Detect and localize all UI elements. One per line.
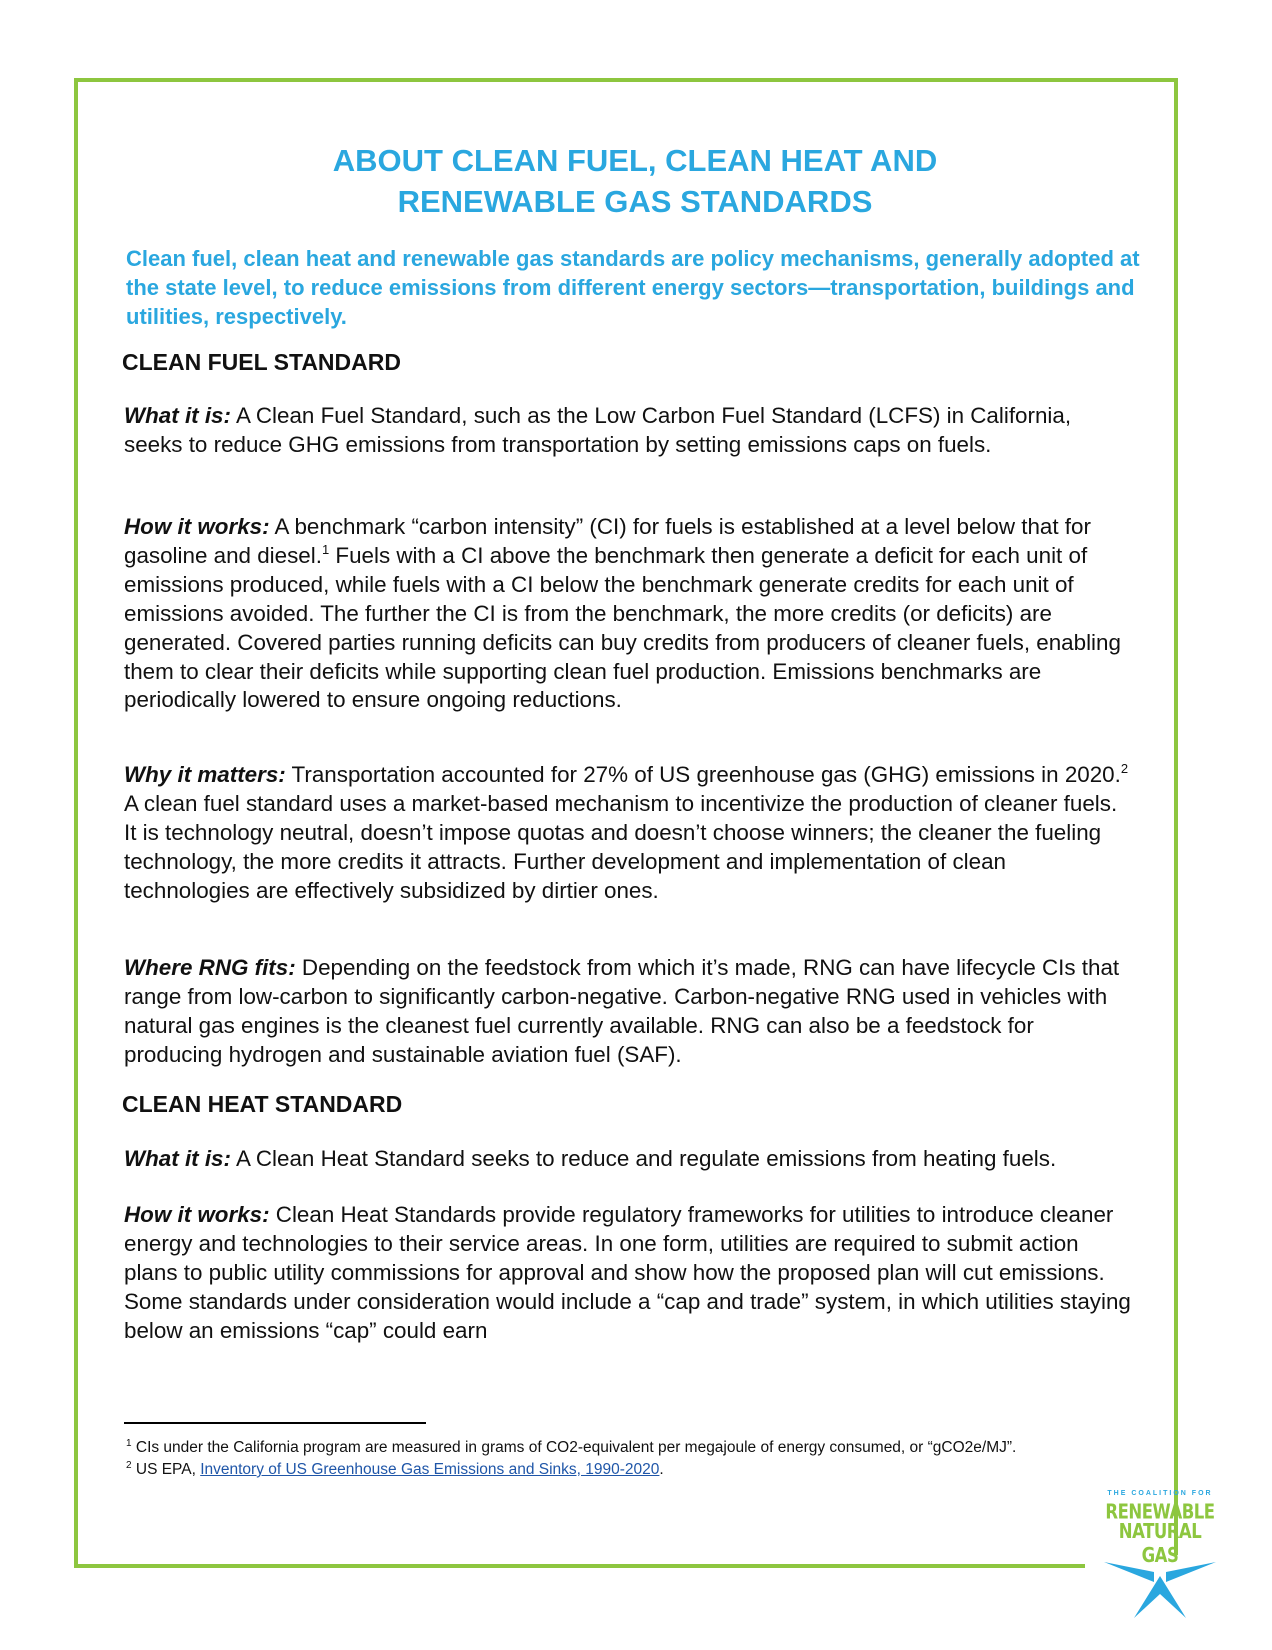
how-text-b: Fuels with a CI above the benchmark then generate a deficit for each unit of emissions produced, while fuels with a CI below the benchmark generate credits for each unit of emissions avoided. The further the CI is from the benchmark, the more credits (or deficits) are generated. Covered parties running deficits can buy credits from producers of cleaner fuels, enabling them to clear their deficits while supporting clean fuel production. Emissions benchmarks are periodically lowered to ensure ongoing reductions.: [124, 542, 1121, 713]
heat-how-text: Clean Heat Standards provide regulatory frameworks for utilities to introduce cleaner energy and technologies to their service areas. In one form, utilities are required to submit action plans to public utility commissions for approval and show how the proposed plan will cut emissions. Some standards under consideration would include a “cap and trade” system, in which utilities staying below an emissions “cap” could earn: [124, 1202, 1131, 1343]
clean-fuel-where-paragraph: [124, 954, 1132, 1070]
where-text: Depending on the feedstock from which it’s made, RNG can have lifecycle CIs that range from low-carbon to significantly carbon-negative. Carbon-negative RNG used in vehicles with natural gas engines is the cleanest fuel currently available. RNG can also be a feedstock for producing hydrogen and sustainable aviation fuel (SAF).: [124, 955, 1120, 1067]
what-label: What it is:: [124, 403, 231, 428]
footnote-ref-1: 1: [321, 541, 330, 557]
why-text-a: Transportation accounted for 27% of US greenhouse gas (GHG) emissions in 2020.: [285, 762, 1121, 787]
logo-tagline: THE COALITION FOR: [1107, 1490, 1213, 1497]
title-line-1: ABOUT CLEAN FUEL, CLEAN HEAT AND: [332, 143, 938, 178]
clean-heat-how-paragraph: [124, 1201, 1132, 1346]
clean-heat-what-paragraph: [124, 1145, 1132, 1174]
intro-paragraph: Clean fuel, clean heat and renewable gas standards are policy mechanisms, generally adopted at the state level, to reduce emissions from different energy sectors—transportation, buildings and utilities, respectively.: [126, 246, 1140, 329]
clean-fuel-heading: CLEAN FUEL STANDARD: [122, 349, 401, 375]
clean-fuel-what-paragraph: [124, 402, 1132, 460]
footnote-ref-2: 2: [1120, 761, 1129, 776]
logo-line-2: NATURAL GAS: [1118, 1519, 1202, 1567]
how-label: How it works:: [124, 514, 270, 539]
page-title: [120, 140, 1150, 222]
title-line-2: RENEWABLE GAS STANDARDS: [397, 184, 873, 219]
why-label: Why it matters:: [124, 762, 286, 787]
why-text-b: A clean fuel standard uses a market-based mechanism to incentivize the production of cleaner fuels. It is technology neutral, doesn’t impose quotas and doesn’t choose winners; the cleaner the fueling technology, the more credits it attracts. Further development and implementation of clean technologies are effectively subsidized by dirtier ones.: [124, 790, 1118, 903]
star-icon: [1104, 1556, 1216, 1620]
heat-what-label: What it is:: [124, 1146, 231, 1171]
what-text: A Clean Fuel Standard, such as the Low Carbon Fuel Standard (LCFS) in California, seeks to reduce GHG emissions from transportation by setting emissions caps on fuels.: [124, 403, 1072, 457]
clean-heat-heading: CLEAN HEAT STANDARD: [122, 1091, 403, 1117]
epa-inventory-link[interactable]: Inventory of US Greenhouse Gas Emissions and Sinks, 1990-2020: [200, 1461, 660, 1478]
footnote-1: $^1$ CIs under the California program are measured in grams of CO2-equivalent per megajoule of energy consumed, or “gCO2e/MJ”.: [126, 1438, 1017, 1456]
logo-line-1: RENEWABLE: [1105, 1499, 1215, 1524]
clean-fuel-how-paragraph: [124, 513, 1132, 715]
heat-how-label: How it works:: [124, 1202, 270, 1227]
heat-what-text: A Clean Heat Standard seeks to reduce and regulate emissions from heating fuels.: [230, 1146, 1057, 1171]
footnotes: [126, 1437, 1166, 1481]
where-label: Where RNG fits:: [124, 955, 296, 980]
rng-coalition-logo: [1100, 1490, 1220, 1620]
clean-fuel-why-paragraph: [124, 761, 1132, 906]
footnote-separator: [124, 1422, 426, 1424]
how-text-a: A benchmark “carbon intensity” (CI) for fuels is established at a level below that for gasoline and diesel.: [124, 514, 1091, 568]
footnote-2: $^2$ US EPA, Inventory of US Greenhouse Gas Emissions and Sinks, 1990-2020.: [126, 1460, 664, 1478]
